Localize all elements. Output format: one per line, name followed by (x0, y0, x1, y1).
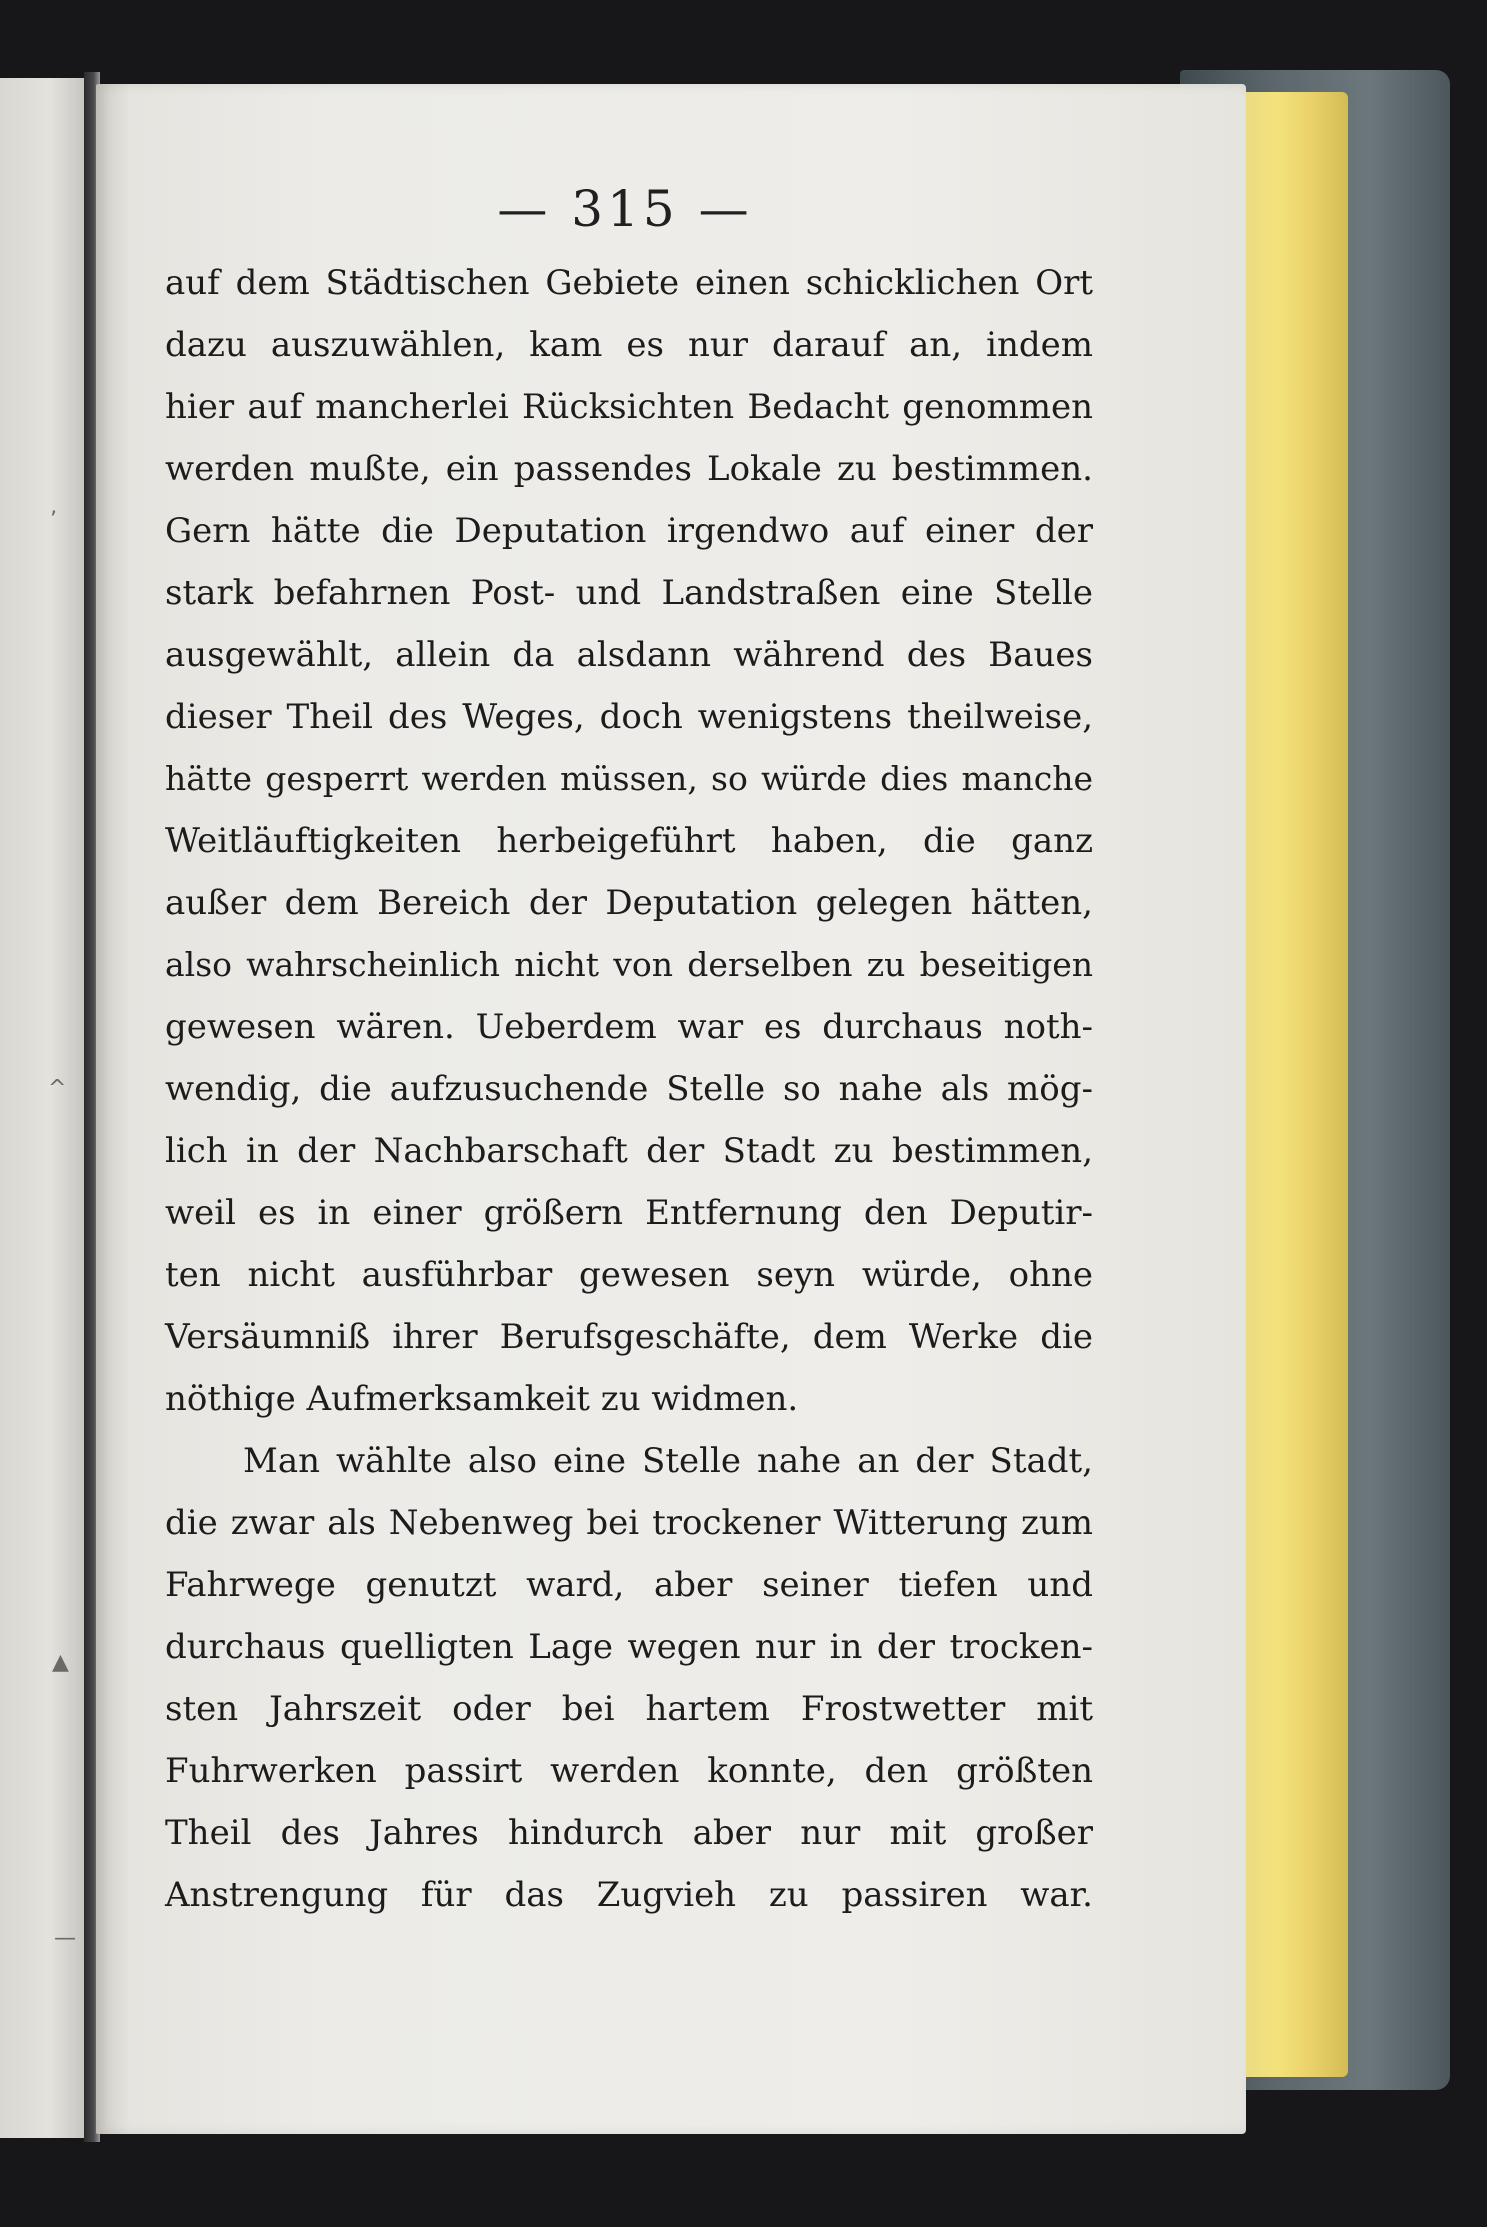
text-line: stark befahrnen Post- und Landstraßen eine Stelle (165, 573, 1093, 613)
text-line: sten Jahrszeit oder bei hartem Frostwetter mit (165, 1689, 1093, 1729)
text-line: Gern hätte die Deputation irgendwo auf einer der (165, 511, 1093, 551)
text-line: Fuhrwerken passirt werden konnte, den größten (165, 1751, 1093, 1791)
text-line: die zwar als Nebenweg bei trockener Witterung zum (165, 1503, 1093, 1543)
margin-mark: ▲ (52, 1650, 69, 1675)
text-line: lich in der Nachbarschaft der Stadt zu bestimmen, (165, 1131, 1093, 1171)
text-line: durchaus quelligten Lage wegen nur in der trocken- (165, 1627, 1093, 1667)
text-line: Weitläuftigkeiten herbeigeführt haben, die ganz (165, 821, 1093, 861)
margin-mark: ^ (48, 1076, 67, 1101)
text-line: Theil des Jahres hindurch aber nur mit großer (165, 1813, 1093, 1853)
text-line: ausgewählt, allein da alsdann während des Baues (165, 635, 1093, 675)
margin-mark: ’ (50, 508, 57, 533)
text-line: auf dem Städtischen Gebiete einen schicklichen Ort (165, 263, 1093, 303)
text-line: Fahrwege genutzt ward, aber seiner tiefen und (165, 1565, 1093, 1605)
text-line: hier auf mancherlei Rücksichten Bedacht genommen (165, 387, 1093, 427)
text-line: gewesen wären. Ueberdem war es durchaus noth- (165, 1007, 1093, 1047)
text-line: weil es in einer größern Entfernung den Deputir- (165, 1193, 1093, 1233)
text-line: Man wählte also eine Stelle nahe an der Stadt, (243, 1441, 1093, 1481)
text-line: also wahrscheinlich nicht von derselben zu beseitigen (165, 945, 1093, 984)
page-edges (1230, 92, 1348, 2077)
page-number: — 315 — (497, 180, 753, 238)
text-line: hätte gesperrt werden müssen, so würde dies manche (165, 759, 1093, 798)
text-line: wendig, die aufzusuchende Stelle so nahe als mög- (165, 1069, 1093, 1109)
text-line: Anstrengung für das Zugvieh zu passiren war. (165, 1875, 1093, 1915)
text-line: nöthige Aufmerksamkeit zu widmen. (165, 1379, 799, 1419)
text-line: dieser Theil des Weges, doch wenigstens theilweise, (165, 697, 1093, 737)
text-line: Versäumniß ihrer Berufsgeschäfte, dem Werke die (165, 1317, 1093, 1357)
text-line: außer dem Bereich der Deputation gelegen hätten, (165, 883, 1093, 923)
facing-page (0, 78, 84, 2138)
margin-mark: — (54, 1926, 76, 1951)
text-line: ten nicht ausführbar gewesen seyn würde, ohne (165, 1255, 1093, 1295)
text-line: dazu auszuwählen, kam es nur darauf an, indem (165, 325, 1093, 365)
body-text (165, 252, 1093, 1926)
text-line: werden mußte, ein passendes Lokale zu bestimmen. (165, 449, 1093, 489)
